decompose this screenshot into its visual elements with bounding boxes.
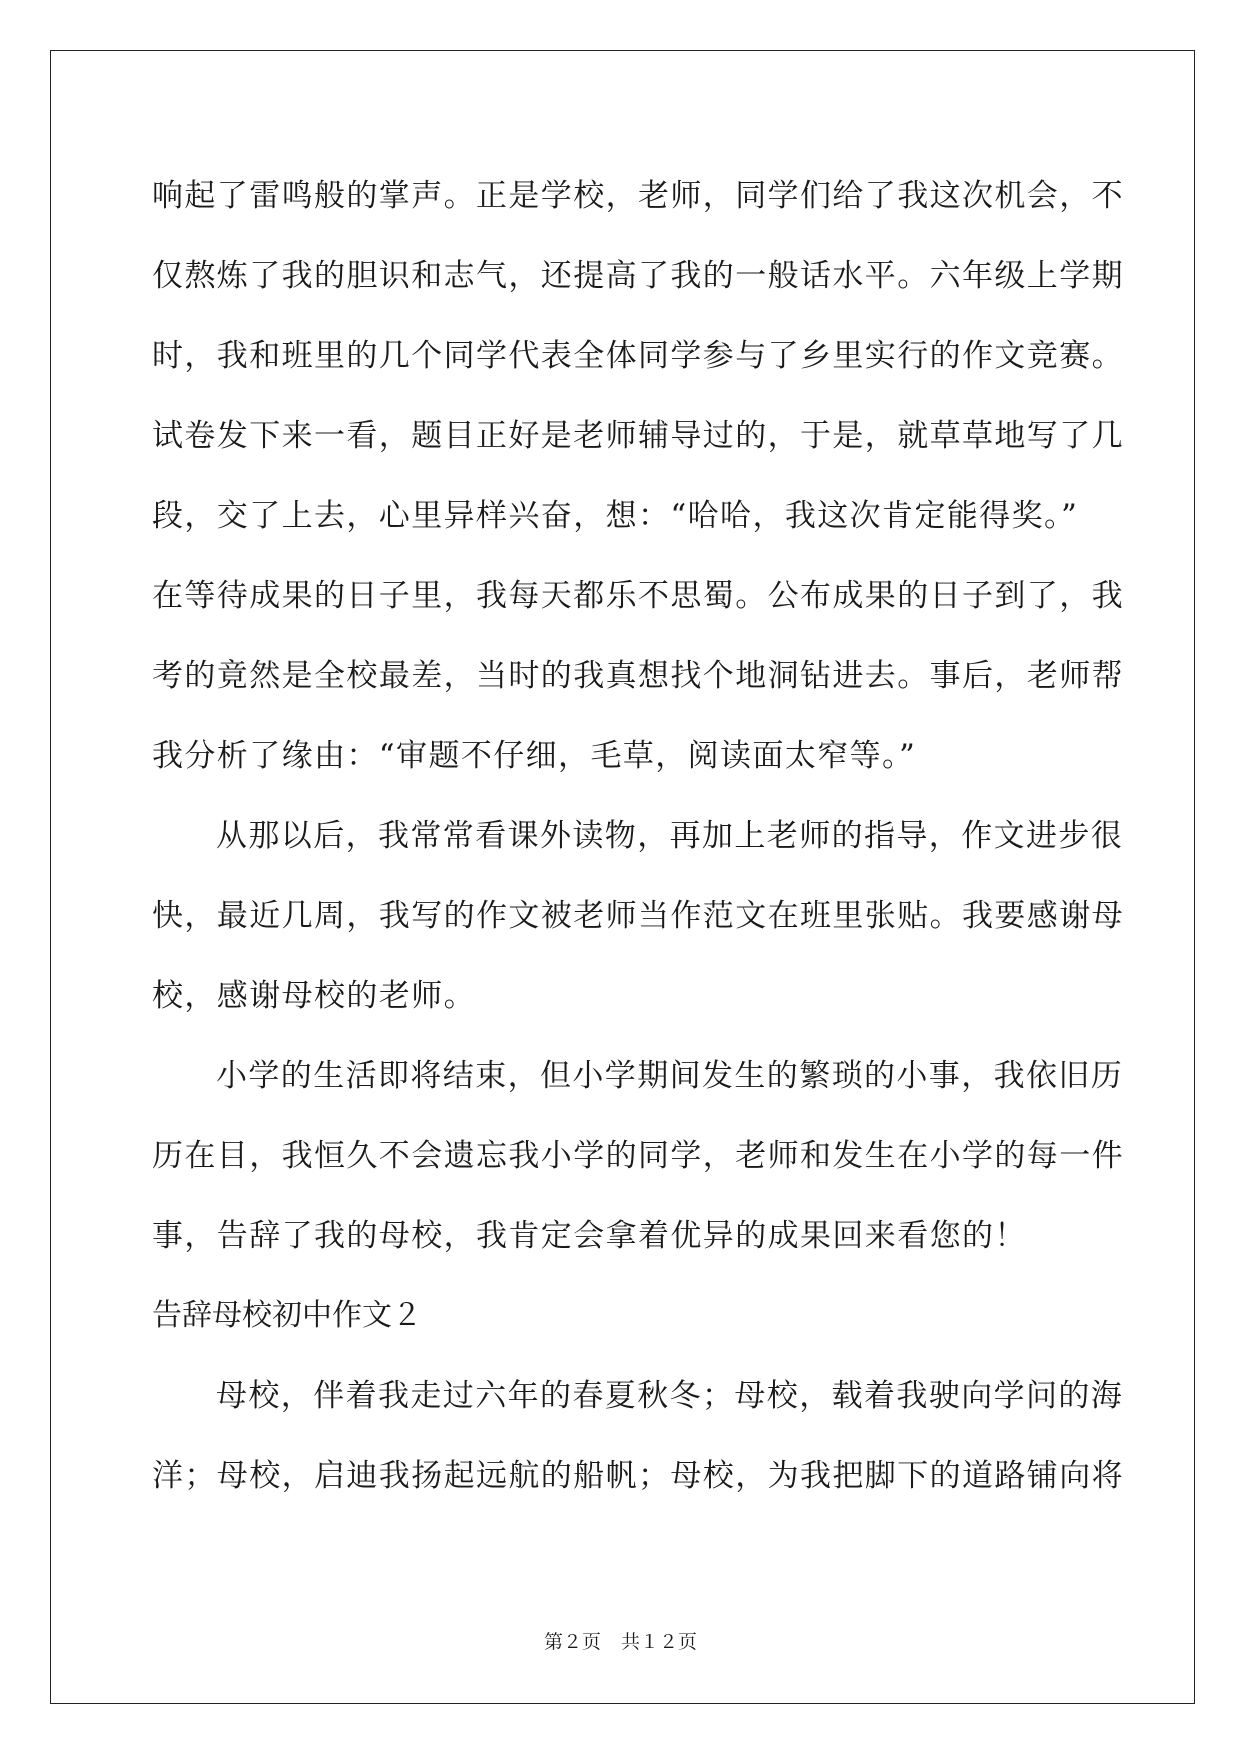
page-total: 共１２页 — [621, 1631, 698, 1653]
text-line: 历在目，我恒久不会遗忘我小学的同学，老师和发生在小学的每一件 — [152, 1138, 1124, 1174]
text-line: 响起了雷鸣般的掌声。正是学校，老师，同学们给了我这次机会，不 — [152, 178, 1124, 214]
text-line: 在等待成果的日子里，我每天都乐不思蜀。公布成果的日子到了，我 — [152, 578, 1124, 614]
text-line: 考的竟然是全校最差，当时的我真想找个地洞钻进去。事后，老师帮 — [152, 658, 1124, 694]
page-number: 第２页 — [543, 1631, 601, 1653]
text-line: 校，感谢母校的老师。 — [152, 978, 476, 1014]
text-line: 事，告辞了我的母校，我肯定会拿着优异的成果回来看您的！ — [152, 1218, 1027, 1254]
section-heading: 告辞母校初中作文２ — [152, 1298, 422, 1333]
text-line: 时，我和班里的几个同学代表全体同学参与了乡里实行的作文竞赛。 — [152, 338, 1124, 374]
text-line: 快，最近几周，我写的作文被老师当作范文在班里张贴。我要感谢母 — [152, 898, 1124, 934]
text-line: 我分析了缘由：“审题不仔细，毛草，阅读面太窄等。” — [152, 738, 917, 774]
text-line: 试卷发下来一看，题目正好是老师辅导过的，于是，就草草地写了几 — [152, 418, 1124, 454]
text-line: 段，交了上去，心里异样兴奋，想：“哈哈，我这次肯定能得奖。” — [152, 498, 1079, 534]
page-footer — [0, 1630, 1241, 1654]
paragraph-start-line: 小学的生活即将结束，但小学期间发生的繁琐的小事，我依旧历 — [216, 1058, 1124, 1094]
paragraph-start-line: 从那以后，我常常看课外读物，再加上老师的指导，作文进步很 — [216, 818, 1124, 854]
text-line: 仅熬炼了我的胆识和志气，还提高了我的一般话水平。六年级上学期 — [152, 258, 1124, 294]
paragraph-start-line: 母校，伴着我走过六年的春夏秋冬；母校，载着我驶向学问的海 — [216, 1378, 1124, 1414]
text-line: 洋；母校，启迪我扬起远航的船帆；母校，为我把脚下的道路铺向将 — [152, 1458, 1124, 1494]
document-body — [152, 160, 1124, 1520]
